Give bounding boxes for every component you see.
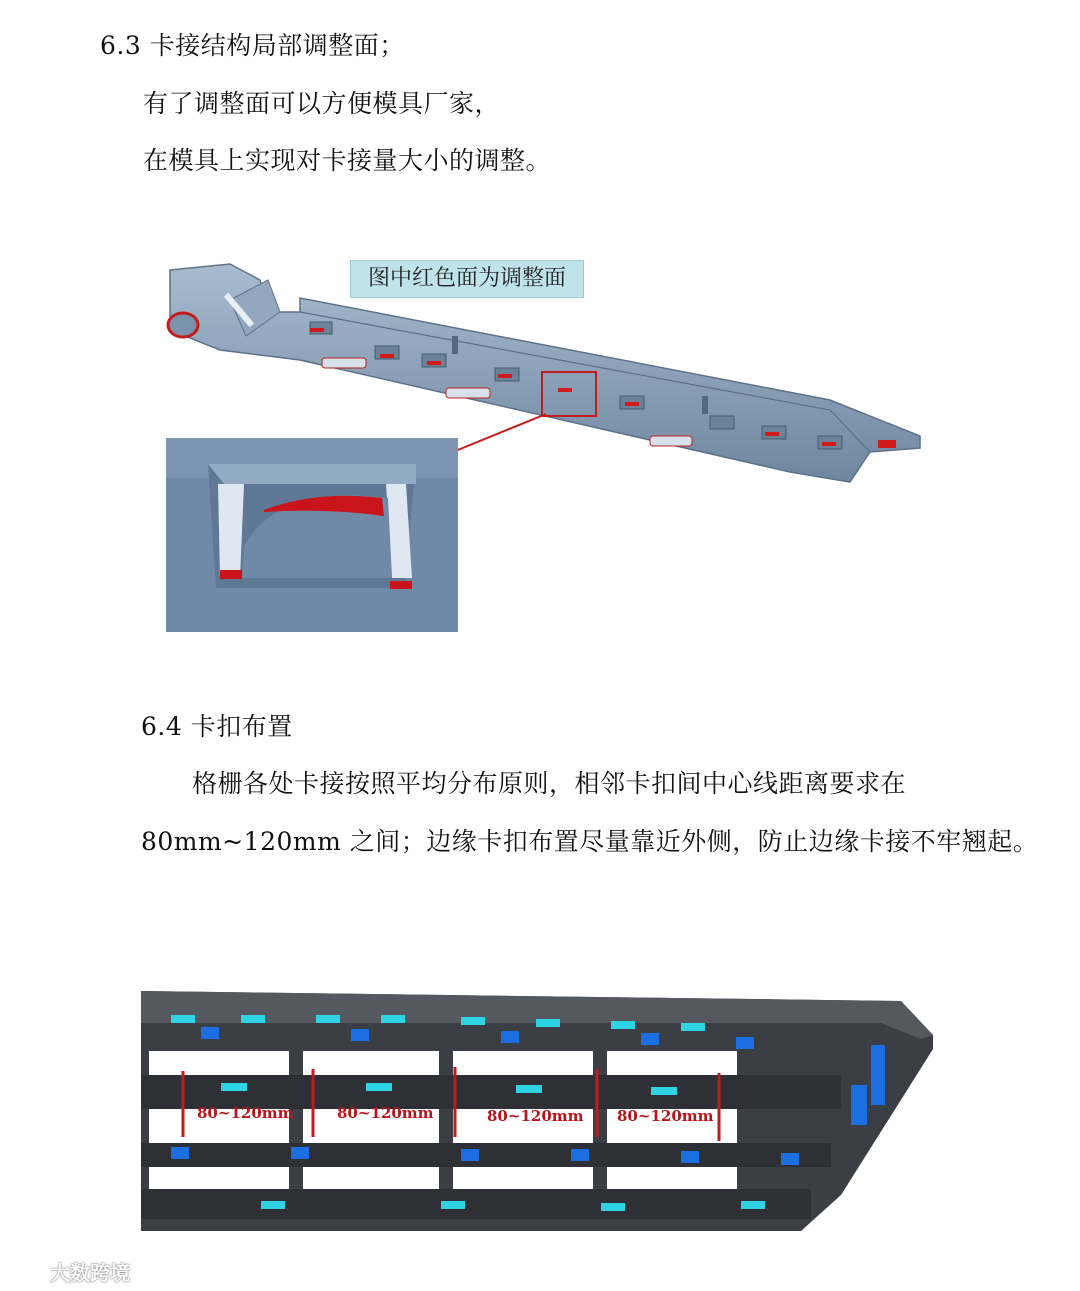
section-6-3-line-2: 在模具上实现对卡接量大小的调整。 <box>143 146 552 175</box>
dimension-label: 80~120mm <box>197 1104 294 1122</box>
section-6-4-heading: 6.4 卡扣布置 <box>141 712 293 741</box>
logo-icon <box>8 1259 44 1283</box>
watermark-text: 大数跨境 <box>50 1260 130 1285</box>
section-6-4-line-1: 格栅各处卡接按照平均分布原则，相邻卡扣间中心线距离要求在 <box>192 769 907 798</box>
clip-detail-zoom <box>166 438 458 632</box>
section-6-3-line-1: 有了调整面可以方便模具厂家， <box>143 89 501 118</box>
section-6-3-heading: 6.3 卡接结构局部调整面； <box>100 31 405 60</box>
adjustment-callout: 图中红色面为调整面 <box>350 260 584 298</box>
grille-figure <box>141 965 941 1231</box>
dimension-label: 80~120mm <box>337 1104 434 1122</box>
dimension-label: 80~120mm <box>617 1107 714 1125</box>
watermark <box>8 1256 130 1286</box>
section-6-4-line-2: 80mm~120mm 之间；边缘卡扣布置尽量靠近外侧，防止边缘卡接不牢翘起。 <box>141 827 1039 856</box>
dimension-label: 80~120mm <box>487 1107 584 1125</box>
